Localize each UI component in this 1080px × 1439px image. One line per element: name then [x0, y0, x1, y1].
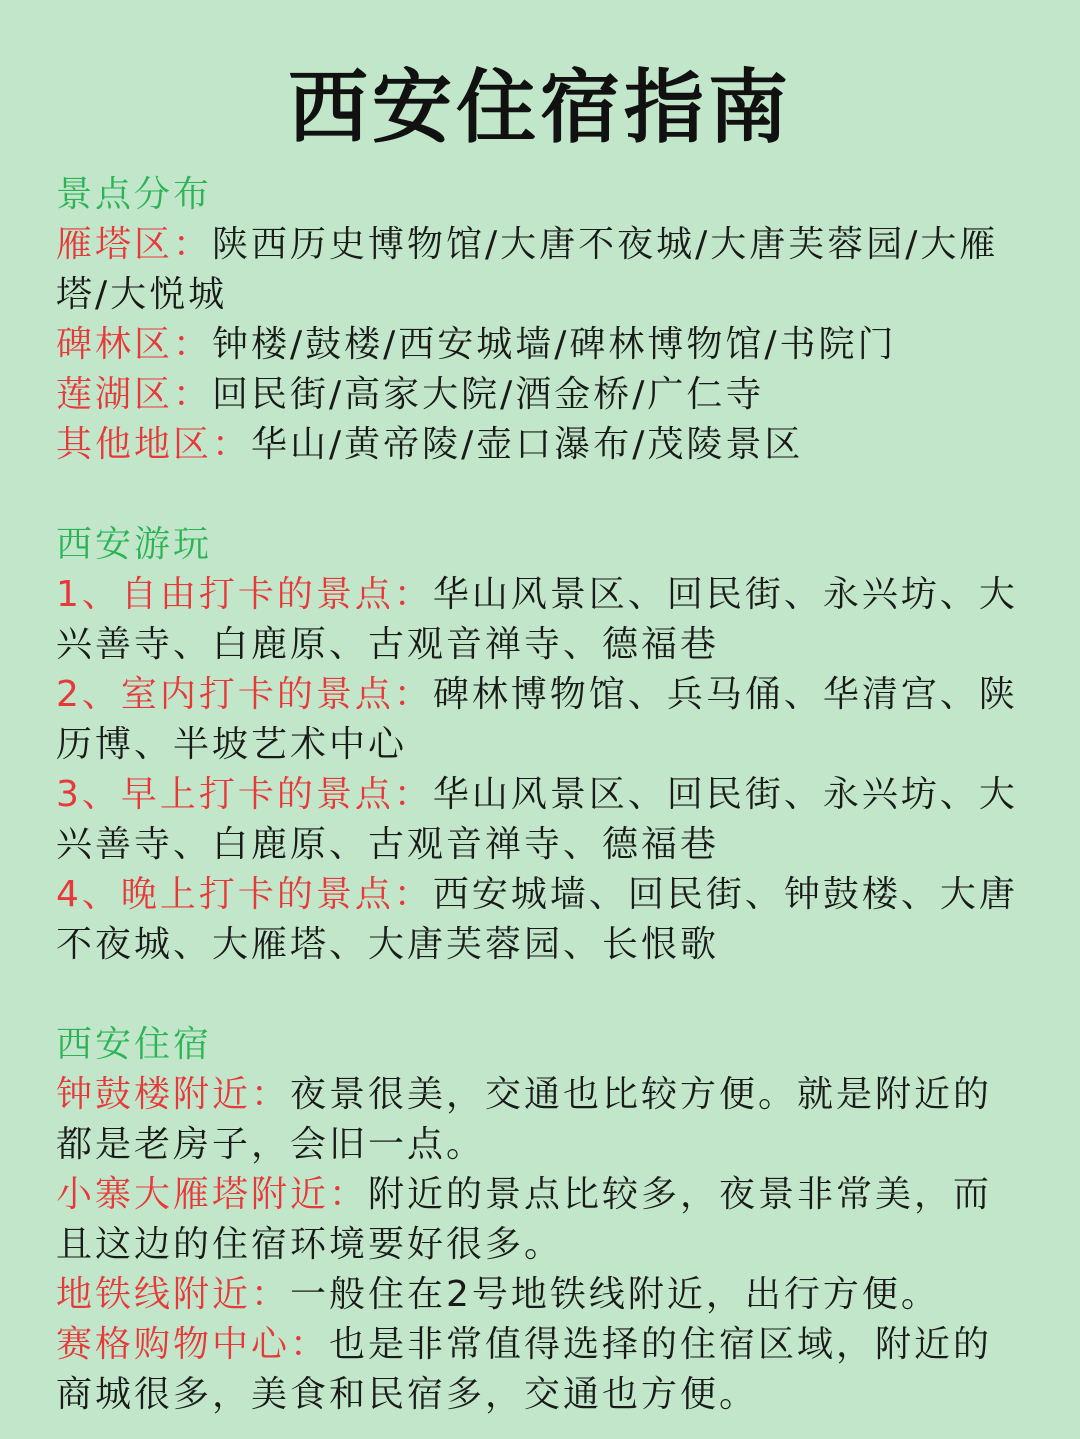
list-item [56, 420, 1026, 470]
item-label: 1、自由打卡的景点： [56, 574, 433, 615]
section-heading: 西安住宿 [56, 1024, 213, 1065]
item-label: 3、早上打卡的景点： [56, 774, 433, 815]
item-label: 钟鼓楼附近： [56, 1074, 291, 1115]
item-text: 华山/黄帝陵/壶口瀑布/茂陵景区 [251, 424, 804, 465]
item-label: 小寨大雁塔附近： [56, 1174, 369, 1215]
item-text: 陕西历史博物馆/大唐不夜城/大唐芙蓉园/大雁塔/大悦城 [56, 224, 999, 315]
section-spacer [56, 470, 1026, 520]
item-label: 雁塔区： [56, 224, 213, 265]
item-label: 其他地区： [56, 424, 252, 465]
item-label: 2、室内打卡的景点： [56, 674, 433, 715]
item-text: 西安城墙、回民街、钟鼓楼、大唐不夜城、大雁塔、大唐芙蓉园、长恨歌 [56, 874, 1018, 965]
section-play [56, 520, 1026, 970]
list-item [56, 1070, 1026, 1170]
list-item [56, 870, 1026, 970]
item-label: 赛格购物中心： [56, 1324, 330, 1365]
item-text: 华山风景区、回民街、永兴坊、大兴善寺、白鹿原、古观音禅寺、德福巷 [56, 774, 1018, 865]
list-item [56, 770, 1026, 870]
list-item [56, 570, 1026, 670]
item-text: 回民街/高家大院/酒金桥/广仁寺 [212, 374, 765, 415]
content-body [56, 170, 1026, 1420]
item-text: 附近的景点比较多，夜景非常美，而且这边的住宿环境要好很多。 [56, 1174, 993, 1265]
item-text: 也是非常值得选择的住宿区域，附近的商城很多，美食和民宿多，交通也方便。 [56, 1324, 993, 1415]
list-item [56, 370, 1026, 420]
item-text: 钟楼/鼓楼/西安城墙/碑林博物馆/书院门 [212, 324, 897, 365]
list-item [56, 320, 1026, 370]
section-heading: 西安游玩 [56, 524, 213, 565]
item-label: 碑林区： [56, 324, 213, 365]
section-heading: 景点分布 [56, 174, 213, 215]
item-text: 一般住在2号地铁线附近，出行方便。 [290, 1274, 940, 1315]
list-item [56, 1320, 1026, 1420]
item-text: 夜景很美，交通也比较方便。就是附近的都是老房子，会旧一点。 [56, 1074, 993, 1165]
item-label: 地铁线附近： [56, 1274, 291, 1315]
section-attractions [56, 170, 1026, 470]
list-item [56, 670, 1026, 770]
item-text: 华山风景区、回民街、永兴坊、大兴善寺、白鹿原、古观音禅寺、德福巷 [56, 574, 1018, 665]
section-lodging [56, 1020, 1026, 1420]
list-item [56, 1170, 1026, 1270]
section-spacer [56, 970, 1026, 1020]
list-item [56, 220, 1026, 320]
item-label: 4、晚上打卡的景点： [56, 874, 433, 915]
page-title: 西安住宿指南 [288, 61, 792, 154]
item-text: 碑林博物馆、兵马俑、华清宫、陕历博、半坡艺术中心 [56, 674, 1018, 765]
list-item [56, 1270, 1026, 1320]
item-label: 莲湖区： [56, 374, 213, 415]
